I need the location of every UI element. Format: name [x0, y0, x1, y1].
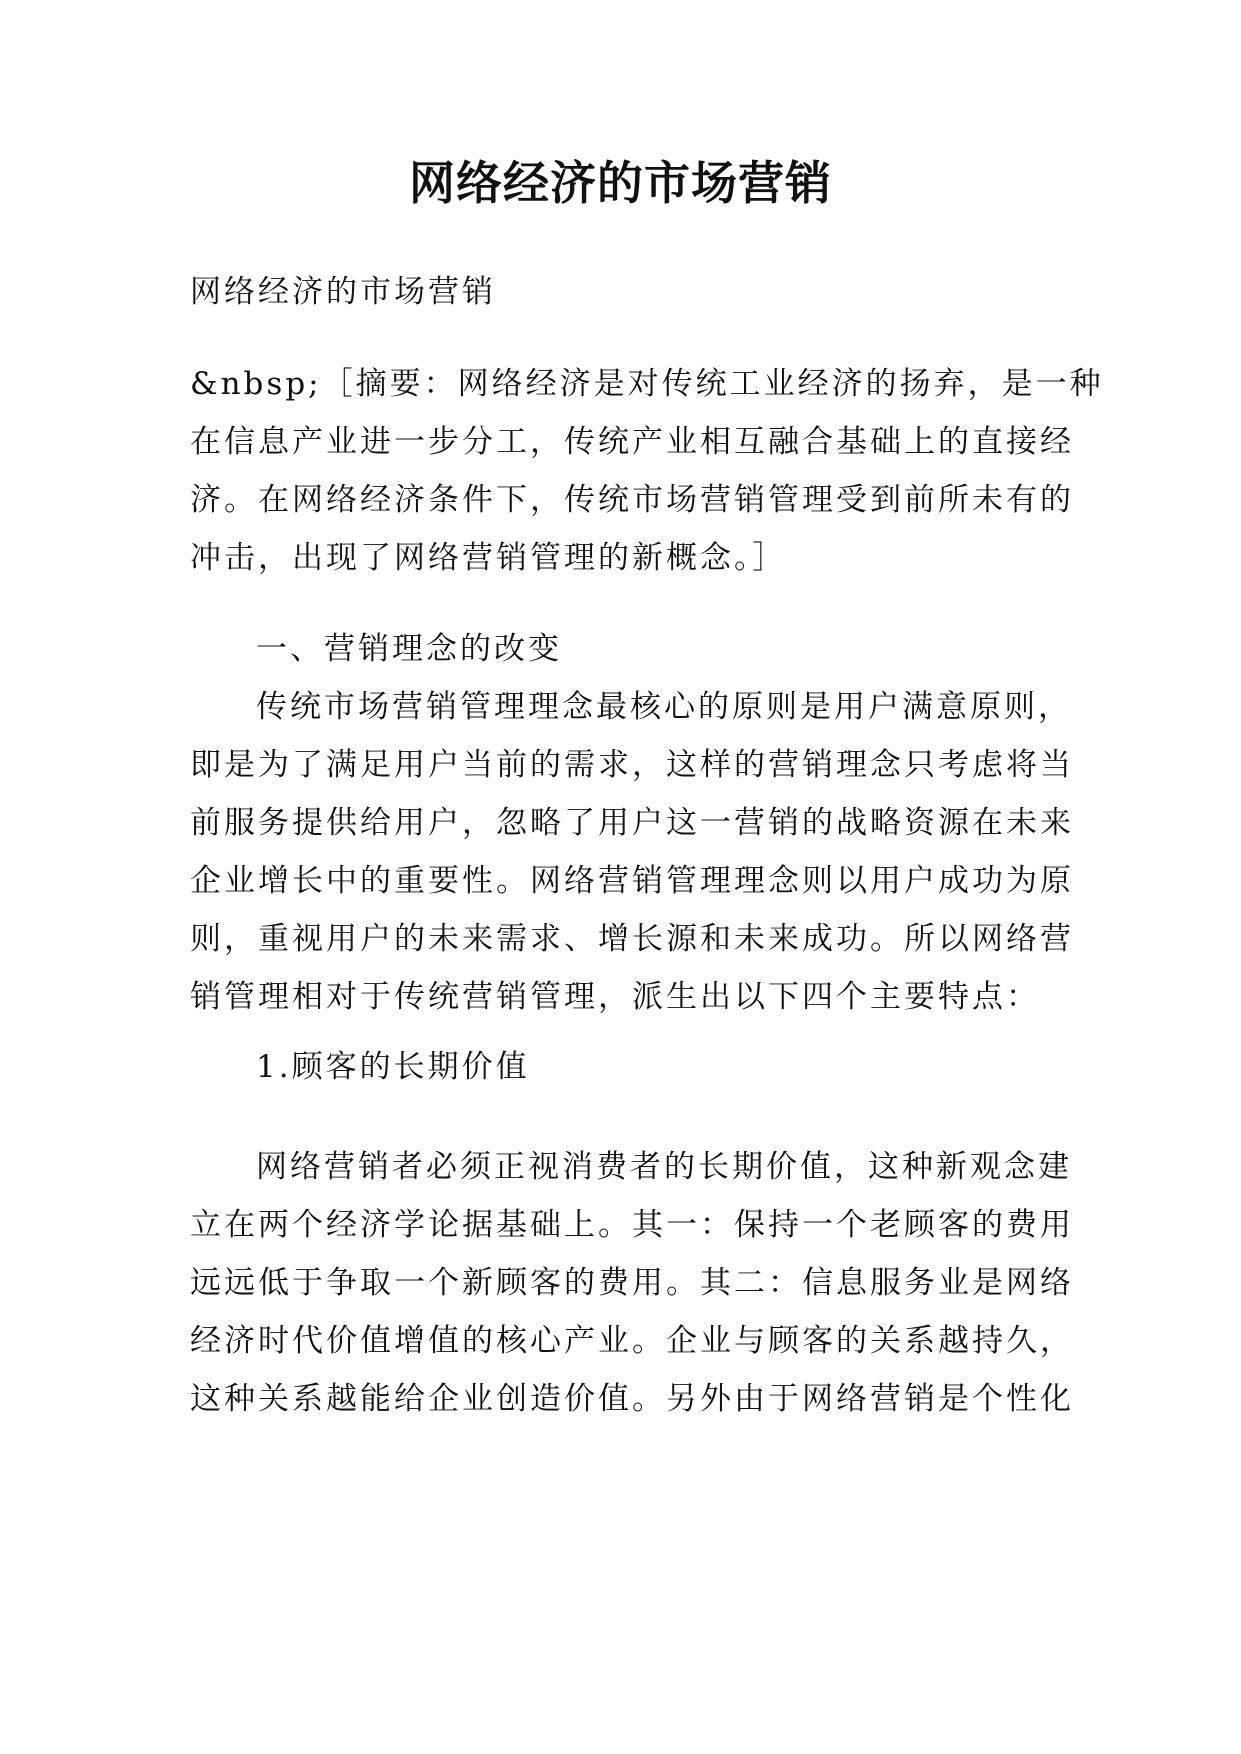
section-heading-text: 一、营销理念的改变	[256, 631, 562, 667]
paragraph-line: 即是为了满足用户当前的需求，这样的营销理念只考虑将当	[190, 747, 1074, 783]
abstract-line: 冲击，出现了网络营销管理的新概念。］	[190, 540, 787, 576]
paragraph-line: 远远低于争取一个新顾客的费用。其二：信息服务业是网络	[190, 1265, 1074, 1301]
document-title: 网络经济的市场营销	[409, 156, 832, 210]
subsection1-heading	[190, 1038, 1070, 1096]
abstract-paragraph	[190, 355, 1104, 587]
abstract-line: &nbsp;［摘要：网络经济是对传统工业经济的扬弃，是一种	[190, 366, 1104, 402]
paragraph-line: 这种关系越能给企业创造价值。另外由于网络营销是个性化	[190, 1381, 1074, 1417]
abstract-line: 在信息产业进一步分工，传统产业相互融合基础上的直接经	[190, 424, 1074, 460]
paragraph-line: 经济时代价值增值的核心产业。企业与顾客的关系越持久，	[190, 1323, 1074, 1359]
section1-paragraph	[190, 678, 1074, 1026]
paragraph-line: 则，重视用户的未来需求、增长源和未来成功。所以网络营	[190, 921, 1074, 957]
paragraph-line: 前服务提供给用户，忽略了用户这一营销的战略资源在未来	[190, 805, 1074, 841]
subsection-heading-text: 1.顾客的长期价值	[256, 1049, 530, 1085]
subsection1-paragraph	[190, 1138, 1074, 1428]
paragraph-line: 立在两个经济学论据基础上。其一：保持一个老顾客的费用	[190, 1207, 1074, 1243]
abstract-line: 济。在网络经济条件下，传统市场营销管理受到前所未有的	[190, 482, 1074, 518]
paragraph-line: 传统市场营销管理理念最核心的原则是用户满意原则，	[256, 689, 1072, 725]
document-subtitle	[190, 263, 1070, 321]
paragraph-line: 销管理相对于传统营销管理，派生出以下四个主要特点：	[190, 979, 1040, 1015]
subtitle-line: 网络经济的市场营销	[190, 274, 496, 310]
paragraph-line: 企业增长中的重要性。网络营销管理理念则以用户成功为原	[190, 863, 1074, 899]
section1-heading	[190, 620, 1070, 678]
paragraph-line: 网络营销者必须正视消费者的长期价值，这种新观念建	[256, 1149, 1072, 1185]
